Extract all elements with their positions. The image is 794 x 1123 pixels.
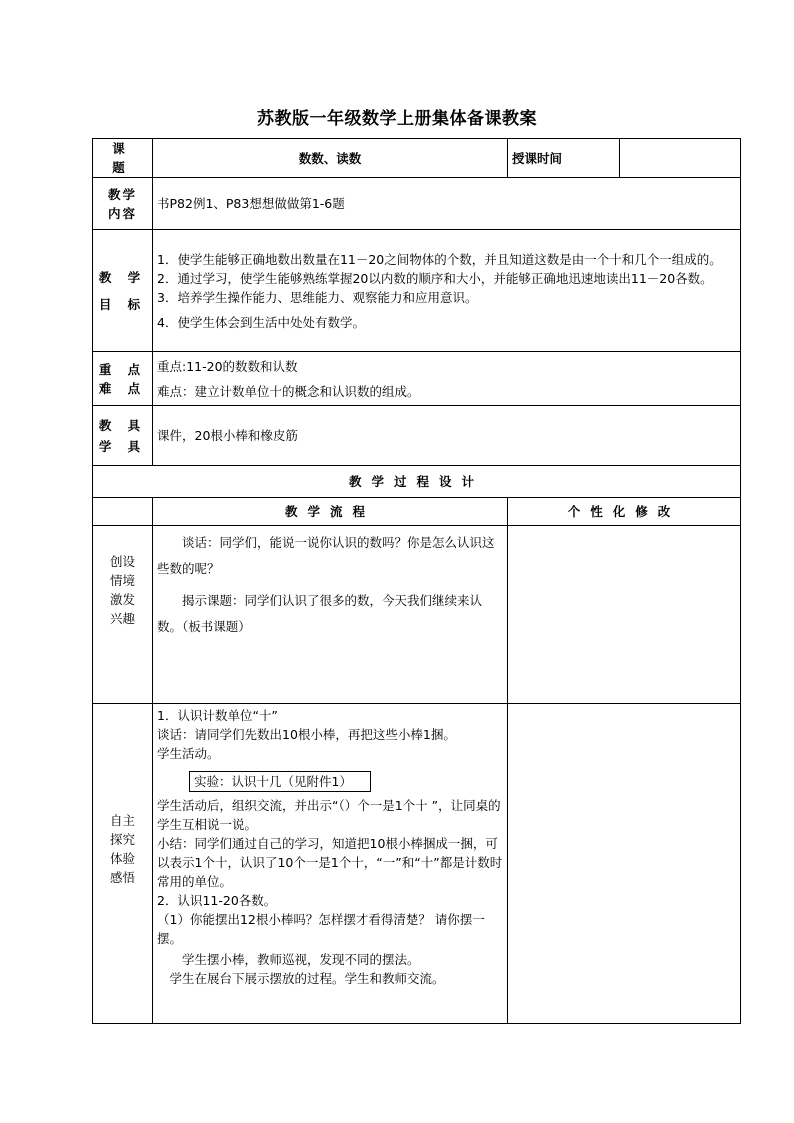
tools-value: 课件，20根小棒和橡皮筋 [153, 406, 741, 466]
document-title: 苏教版一年级数学上册集体备课教案 [257, 109, 537, 129]
stage2-row [93, 704, 741, 1024]
key-point: 重点:11-20的数数和认数 [157, 358, 298, 374]
stage2-line: 1．认识计数单位“十” [157, 708, 278, 723]
key-points-label-line1: 重 点 [98, 361, 147, 377]
stage2-label-line: 自主 [109, 812, 135, 828]
stage1-row [93, 526, 741, 704]
tools-label-line2: 学 具 [98, 438, 147, 454]
stage2-line: 小结：同学们通过自己的学习，知道把10根小棒捆成一捆，可以表示1个十，认识了10个一是1个十，“一”和“十”都是计数时常用的单位。 [157, 836, 503, 889]
goal-item: 2．通过学习，使学生能够熟练掌握20以内数的顺序和大小，并能够正确地迅速地读出11－20各数。 [157, 270, 713, 286]
process-header-row [93, 498, 741, 526]
key-points-label-line2: 难 点 [98, 380, 147, 396]
stage1-flow [153, 526, 508, 704]
content-row [93, 178, 741, 230]
experiment-box: 实验：认识十几（见附件1） [189, 771, 371, 792]
tools-label [93, 406, 153, 466]
process-header-blank [93, 498, 153, 526]
stage1-label-line: 情境 [109, 572, 135, 588]
stage1-label-line: 兴趣 [109, 610, 135, 626]
goal-item: 4．使学生体会到生活中处处有数学。 [157, 314, 365, 330]
time-value [620, 139, 741, 178]
lesson-plan-table [92, 138, 741, 1024]
stage2-label [93, 704, 153, 1024]
stage1-paragraph: 谈话：同学们，能说一说你认识的数吗？你是怎么认识这些数的呢？ [157, 535, 495, 576]
tools-row [93, 406, 741, 466]
content-label-line1: 教学 [107, 186, 137, 202]
header-row [93, 139, 741, 178]
stage1-label-line: 激发 [109, 591, 135, 607]
stage1-custom [508, 526, 741, 704]
time-label: 授课时间 [508, 139, 620, 178]
stage2-line: 学生活动。 [157, 746, 220, 761]
key-points-label [93, 352, 153, 406]
content-label-line2: 内容 [107, 205, 137, 221]
goals-label-line2: 目 标 [98, 296, 147, 312]
goals-label-line1: 教 学 [98, 269, 147, 285]
flow-header: 教学流程 [153, 498, 508, 526]
stage2-line: 学生活动后，组织交流，并出示“（）个一是1个十 ”，让同桌的学生互相说一说。 [157, 798, 501, 832]
stage2-line: （1）你能摆出12根小棒吗？怎样摆才看得清楚？ 请你摆一摆。 [157, 912, 485, 946]
key-points-content [153, 352, 741, 406]
stage2-label-line: 感悟 [109, 869, 135, 885]
key-points-row [93, 352, 741, 406]
process-section-title: 教学过程设计 [93, 466, 741, 498]
goal-item: 3．培养学生操作能力、思维能力、观察能力和应用意识。 [157, 289, 478, 305]
goals-label [93, 230, 153, 352]
content-label [93, 178, 153, 230]
custom-header: 个性化修改 [508, 498, 741, 526]
stage2-custom [508, 704, 741, 1024]
goals-row [93, 230, 741, 352]
stage2-line: 谈话：请同学们先数出10根小棒，再把这些小棒1捆。 [157, 727, 456, 742]
goals-list [153, 230, 741, 352]
stage2-line: 学生摆小棒，教师巡视，发现不同的摆法。 [182, 952, 420, 967]
stage2-line: 2．认识11-20各数。 [157, 893, 277, 908]
content-value: 书P82例1、P83想想做做第1-6题 [153, 178, 741, 230]
difficult-point: 难点：建立计数单位十的概念和认识数的组成。 [157, 383, 420, 399]
stage1-paragraph: 揭示课题：同学们认识了很多的数，今天我们继续来认数。（板书课题） [157, 593, 483, 634]
process-title-row [93, 466, 741, 498]
stage2-label-line: 探究 [109, 831, 135, 847]
stage2-flow [153, 704, 508, 1024]
stage1-label [93, 526, 153, 704]
topic-value: 数数、读数 [153, 139, 508, 178]
tools-label-line1: 教 具 [98, 417, 147, 433]
goal-item: 1．使学生能够正确地数出数量在11－20之间物体的个数，并且知道这数是由一个十和几个一组成的。 [157, 251, 722, 267]
stage2-line: 学生在展台下展示摆放的过程。学生和教师交流。 [169, 971, 445, 986]
topic-label: 课 题 [93, 139, 153, 178]
stage1-label-line: 创设 [109, 553, 135, 569]
stage2-label-line: 体验 [109, 850, 135, 866]
